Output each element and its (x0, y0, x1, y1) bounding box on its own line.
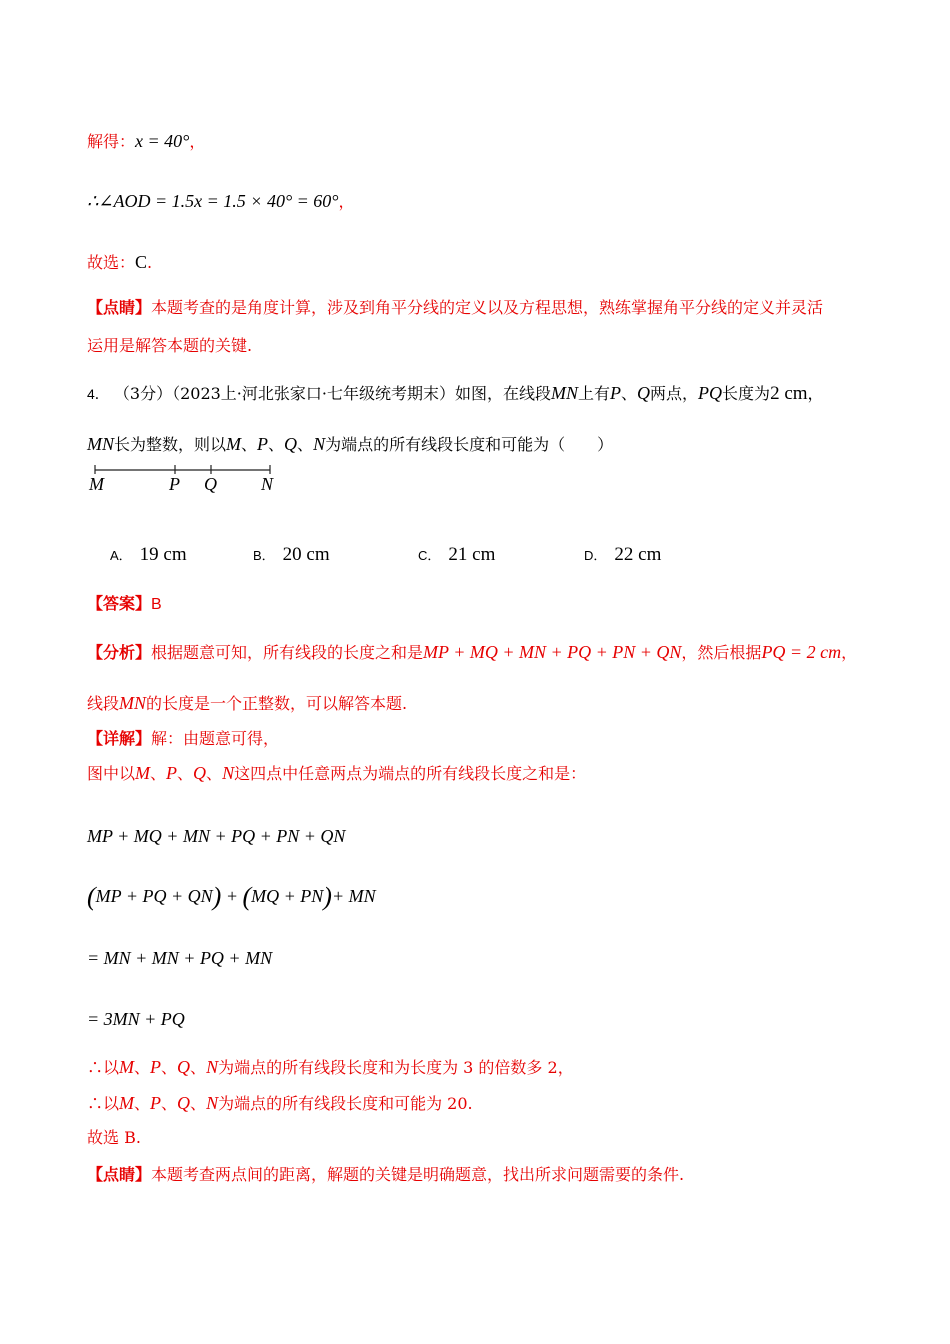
label-m: M (89, 474, 104, 494)
question-line-2: MN长为整数，则以M、P、Q、N为端点的所有线段长度和可能为（ ） (87, 434, 614, 454)
detail-choice: 故选 B. (87, 1128, 141, 1147)
paren-close-1: ) (212, 882, 222, 911)
comment-line-1: 【点睛】本题考查的是角度计算，涉及到角平分线的定义以及方程思想，熟练掌握角平分线的定义并灵活 (87, 298, 824, 317)
question-line-1: 4． （3分）（2023上·河北张家口·七年级统考期末）如图，在线段MN上有P、Q两点，PQ长度为2 cm， (87, 383, 824, 404)
aod-line: ∴∠AOD = 1.5x = 1.5 × 40° = 60°， (87, 191, 355, 211)
analysis-line-1: 【分析】根据题意可知，所有线段的长度之和是MP + MQ + MN + PQ + PN + QN，然后根据PQ = 2 cm， (87, 642, 858, 662)
segment-figure (85, 460, 295, 500)
detail-line-2: 图中以M、P、Q、N这四点中任意两点为端点的所有线段长度之和是： (87, 763, 587, 783)
analysis-line-2: 线段MN的长度是一个正整数，可以解答本题. (87, 693, 408, 713)
option-d: D． 22 cm (584, 544, 662, 565)
equation-2: (MP + PQ + QN) + (MQ + PN)+ MN (87, 882, 376, 911)
final-comment: 【点睛】本题考查两点间的距离，解题的关键是明确题意，找出所求问题需要的条件. (87, 1165, 685, 1184)
choice-line: 故选：C. (87, 252, 153, 272)
paren-open-1: ( (87, 882, 96, 911)
equation-4: = 3MN + PQ (87, 1009, 185, 1029)
option-c: C． 21 cm (418, 544, 496, 565)
conclusion-2: ∴以M、P、Q、N为端点的所有线段长度和可能为 20. (87, 1093, 473, 1113)
option-a: A． 19 cm (110, 544, 187, 565)
label-p: P (169, 474, 180, 494)
detail-intro: 【详解】解：由题意可得， (87, 729, 280, 748)
label-q: Q (204, 474, 217, 494)
comment-line-2: 运用是解答本题的关键. (87, 336, 253, 355)
equation-3: = MN + MN + PQ + MN (87, 948, 273, 968)
option-b: B． 20 cm (253, 544, 330, 565)
conclusion-1: ∴以M、P、Q、N为端点的所有线段长度和为长度为 3 的倍数多 2， (87, 1057, 574, 1077)
paren-close-2: ) (323, 882, 332, 911)
solve-line: 解得：x = 40°， (87, 131, 206, 151)
answer-line: 【答案】B (87, 594, 162, 613)
equation-1: MP + MQ + MN + PQ + PN + QN (87, 826, 346, 846)
paren-open-2: ( (242, 882, 252, 911)
label-n: N (261, 474, 274, 494)
